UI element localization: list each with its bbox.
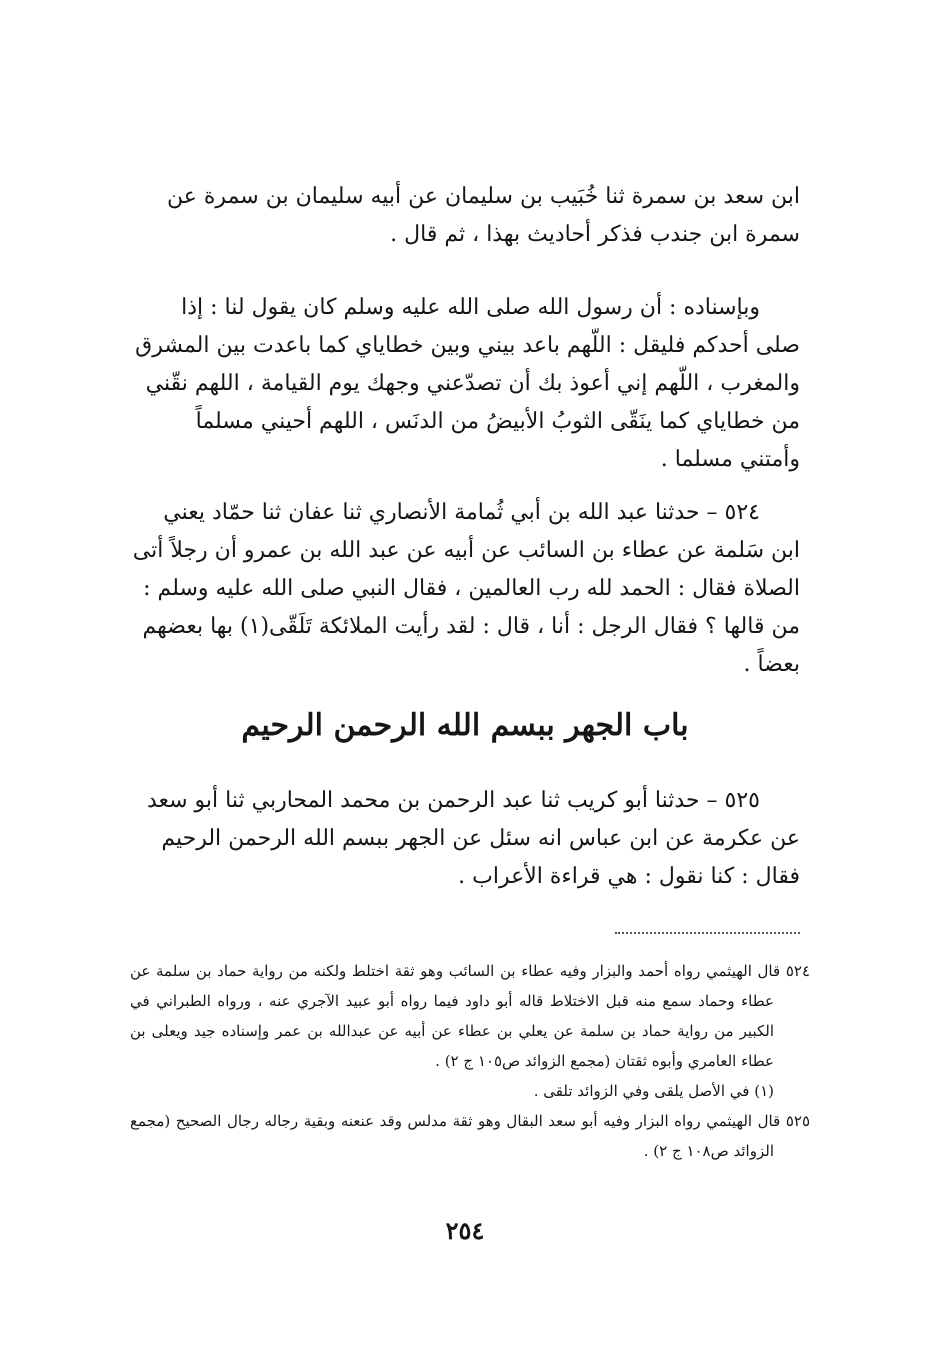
page-number: ٢٥٤ [445,1216,485,1245]
footnote-524: ٥٢٤ قال الهيثمي رواه أحمد والبزار وفيه عطاء بن السائب وهو ثقة اختلط ولكنه من رواية حماد بن سلمة عن عطاء وحماد سمع منه قبل الاختلاط قاله أبو داود فيما رواه أبو عبيد الآجري عنه ، ورواه الطبراني في الكبير من رواية حماد بن سلمة عن يعلي بن عطاء عن أبيه عن عبدالله بن عمر وإسناده جيد ويعلى بن عطاء العامري وأبوه ثقتان (مجمع الزوائد ص١٠٥ ج ٢) . [130,962,810,1070]
paragraph-hadith-525: ٥٢٥ – حدثنا أبو كريب ثنا عبد الرحمن بن محمد المحاربي ثنا أبو سعد عن عكرمة عن ابن عباس انه سئل عن الجهر ببسم الله الرحمن الرحيم فقال : كنا نقول : هي قراءة الأعراب . [146,788,800,889]
footnotes-section [130,956,810,1166]
footnote-separator [615,932,800,934]
chapter-heading: باب الجهر ببسم الله الرحمن الرحيم [241,708,689,743]
paragraph-hadith-524: ٥٢٤ – حدثنا عبد الله بن أبي ثُمامة الأنصاري ثنا عفان ثنا حمّاد يعني ابن سَلمة عن عطاء بن السائب عن أبيه عن عبد الله بن عمرو أن رجلاً أتى الصلاة فقال : الحمد لله رب العالمين ، فقال النبي صلى الله عليه وسلم : من قالها ؟ فقال الرجل : أنا ، قال : لقد رأيت الملائكة تَلَقّى(١) بها بعضهم بعضاً . [132,500,800,677]
paragraph-continued-isnad: ابن سعد بن سمرة ثنا خُبَيب بن سليمان عن أبيه سليمان بن سمرة عن سمرة ابن جندب فذكر أحاديث بهذا ، ثم قال . [167,184,800,247]
footnote-525: ٥٢٥ قال الهيثمي رواه البزار وفيه أبو سعد البقال وهو ثقة مدلس وقد عنعنه وبقية رجاله رجال الصحيح (مجمع الزوائد ص١٠٨ ج ٢) . [130,1112,810,1160]
paragraph-supplication: وبإسناده : أن رسول الله صلى الله عليه وسلم كان يقول لنا : إذا صلى أحدكم فليقل : اللّهم باعد بيني وبين خطاياي كما باعدت بين المشرق والمغرب ، اللّهم إني أعوذ بك أن تصدّعني وجهك يوم القيامة ، اللهم نقّني من خطاياي كما ينَقّى الثوبُ الأبيضُ من الدنَس ، اللهم أحيني مسلماً وأمتني مسلما . [135,295,800,472]
footnote-1: (١) في الأصل يلقى وفي الزوائد تلقى . [533,1082,774,1100]
